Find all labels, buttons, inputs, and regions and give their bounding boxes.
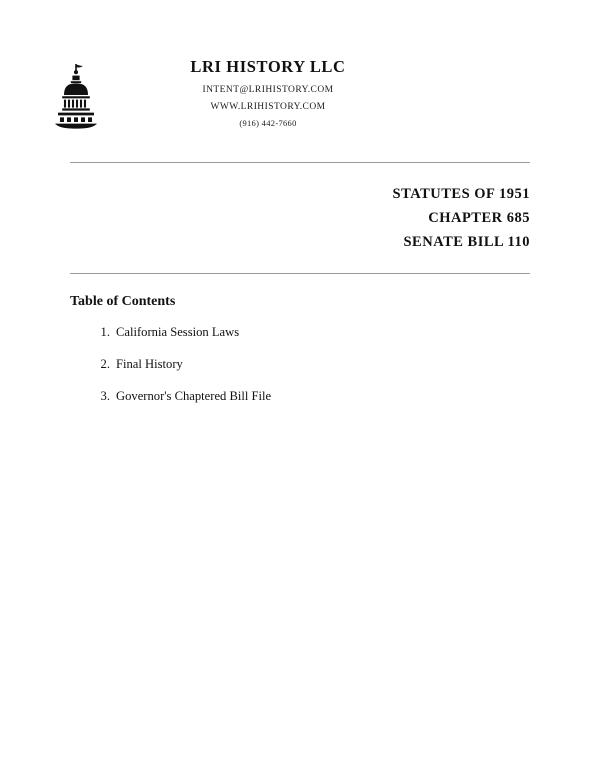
statute-year: STATUTES OF 1951 bbox=[392, 186, 530, 202]
table-of-contents bbox=[70, 274, 530, 405]
toc-item-label: Final History bbox=[116, 356, 183, 371]
statute-bill: SENATE BILL 110 bbox=[403, 233, 530, 250]
table-of-contents-list bbox=[70, 324, 530, 405]
document-masthead bbox=[0, 0, 600, 132]
list-item[interactable] bbox=[116, 324, 530, 341]
statute-heading bbox=[70, 163, 530, 255]
list-item[interactable] bbox=[116, 356, 530, 373]
table-of-contents-title: Table of Contents bbox=[70, 293, 176, 309]
list-item[interactable] bbox=[116, 388, 530, 405]
organization-email: INTENT@LRIHISTORY.COM bbox=[202, 85, 334, 96]
statute-chapter: CHAPTER 685 bbox=[428, 209, 530, 226]
toc-item-label: California Session Laws bbox=[116, 324, 240, 339]
organization-phone: (916) 442-7660 bbox=[239, 117, 297, 128]
logo-container bbox=[0, 58, 118, 132]
capitol-dome-logo-icon bbox=[46, 62, 108, 132]
organization-website: WWW.LRIHISTORY.COM bbox=[210, 101, 326, 112]
organization-name: LRI HISTORY LLC bbox=[190, 57, 346, 76]
organization-block bbox=[118, 58, 418, 128]
toc-item-label: Governor's Chaptered Bill File bbox=[116, 388, 272, 403]
